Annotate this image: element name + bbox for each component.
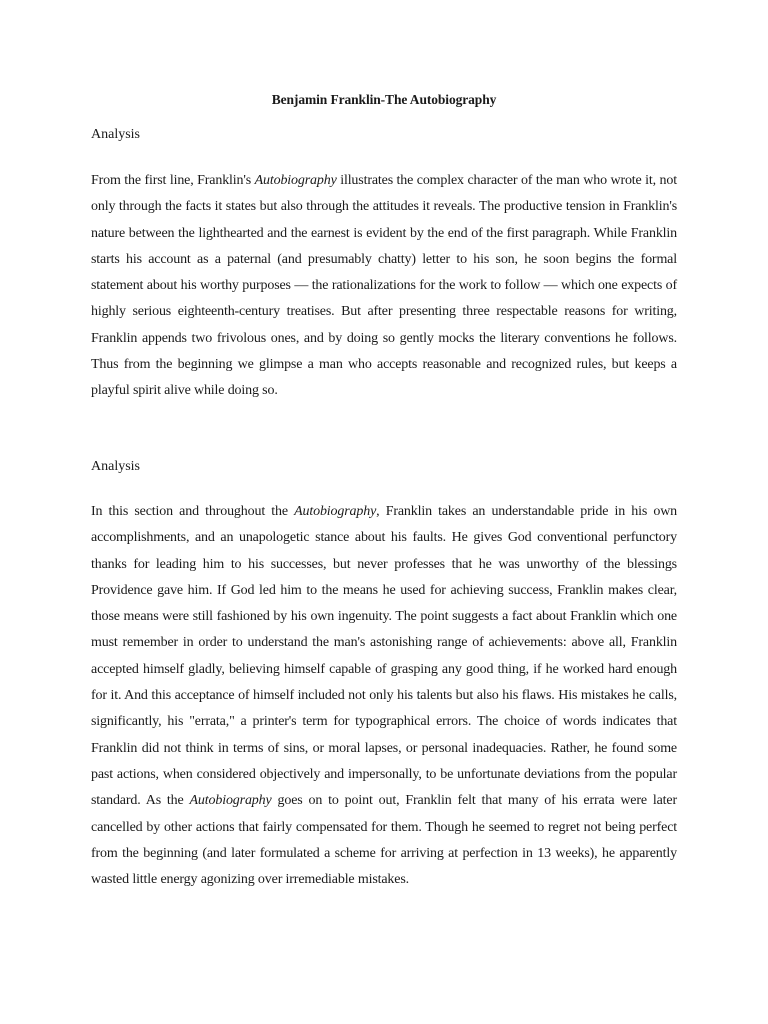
paragraph-text: In this section and throughout the [91,504,295,519]
document-title: Benjamin Franklin-The Autobiography [271,92,497,107]
paragraph-text: illustrates the complex character of the man who wrote it, not only through the facts it states but also through the attitudes it reveals. The productive tension in Franklin's nature between the lighthearted and the earnest is evident by the end of the first paragraph. While Franklin starts his account as a paternal (and presumably chatty) letter to his son, he soon begins the formal statement about his worthy purposes — the rationalizations for the work to follow — which one expects of highly serious eighteenth-century treatises. But after presenting three respectable reasons for writing, Franklin appends two frivolous ones, and by doing so gently mocks the literary conventions he follows. Thus from the beginning we glimpse a man who accepts reasonable and recognized rules, but keeps a playful spirit alive while doing so. [91,173,677,399]
paragraph-text: From the first line, Franklin's [91,173,255,188]
book-title-italic: Autobiography [294,504,377,519]
section-paragraph-1 [91,168,677,405]
paragraph-text: goes on to point out, Franklin felt that many of his errata were later cancelled by other actions that fairly compensated for them. Though he seemed to regret not being perfect from the beginning (and later formulated a scheme for arriving at perfection in 13 weeks), he apparently wasted little energy agonizing over irremediable mistakes. [91,793,677,888]
book-title-italic: Autobiography [254,173,337,188]
section-paragraph-2 [91,499,677,893]
paragraph-text: , Franklin takes an understandable pride in his own accomplishments, and an unapologetic stance about his faults. He gives God conventional perfunctory thanks for leading him to his successes, but never professes that he was unworthy of the blessings Providence gave him. If God led him to the means he used for achieving success, Franklin makes clear, those means were still fashioned by his own ingenuity. The point suggests a fact about Franklin which one must remember in order to understand the man's astonishing range of achievements: above all, Franklin accepted himself gladly, believing himself capable of grasping any good thing, if he worked hard enough for it. And this acceptance of himself included not only his talents but also his flaws. His mistakes he calls, significantly, his "errata," a printer's term for typographical errors. The choice of words indicates that Franklin did not think in terms of sins, or moral lapses, or personal inadequacies. Rather, he found some past actions, when considered objectively and impersonally, to be unfortunate deviations from the popular standard. As the [91,504,677,809]
section-heading-1: Analysis [91,127,140,142]
book-title-italic: Autobiography [189,793,272,809]
section-heading-2: Analysis [91,459,140,474]
